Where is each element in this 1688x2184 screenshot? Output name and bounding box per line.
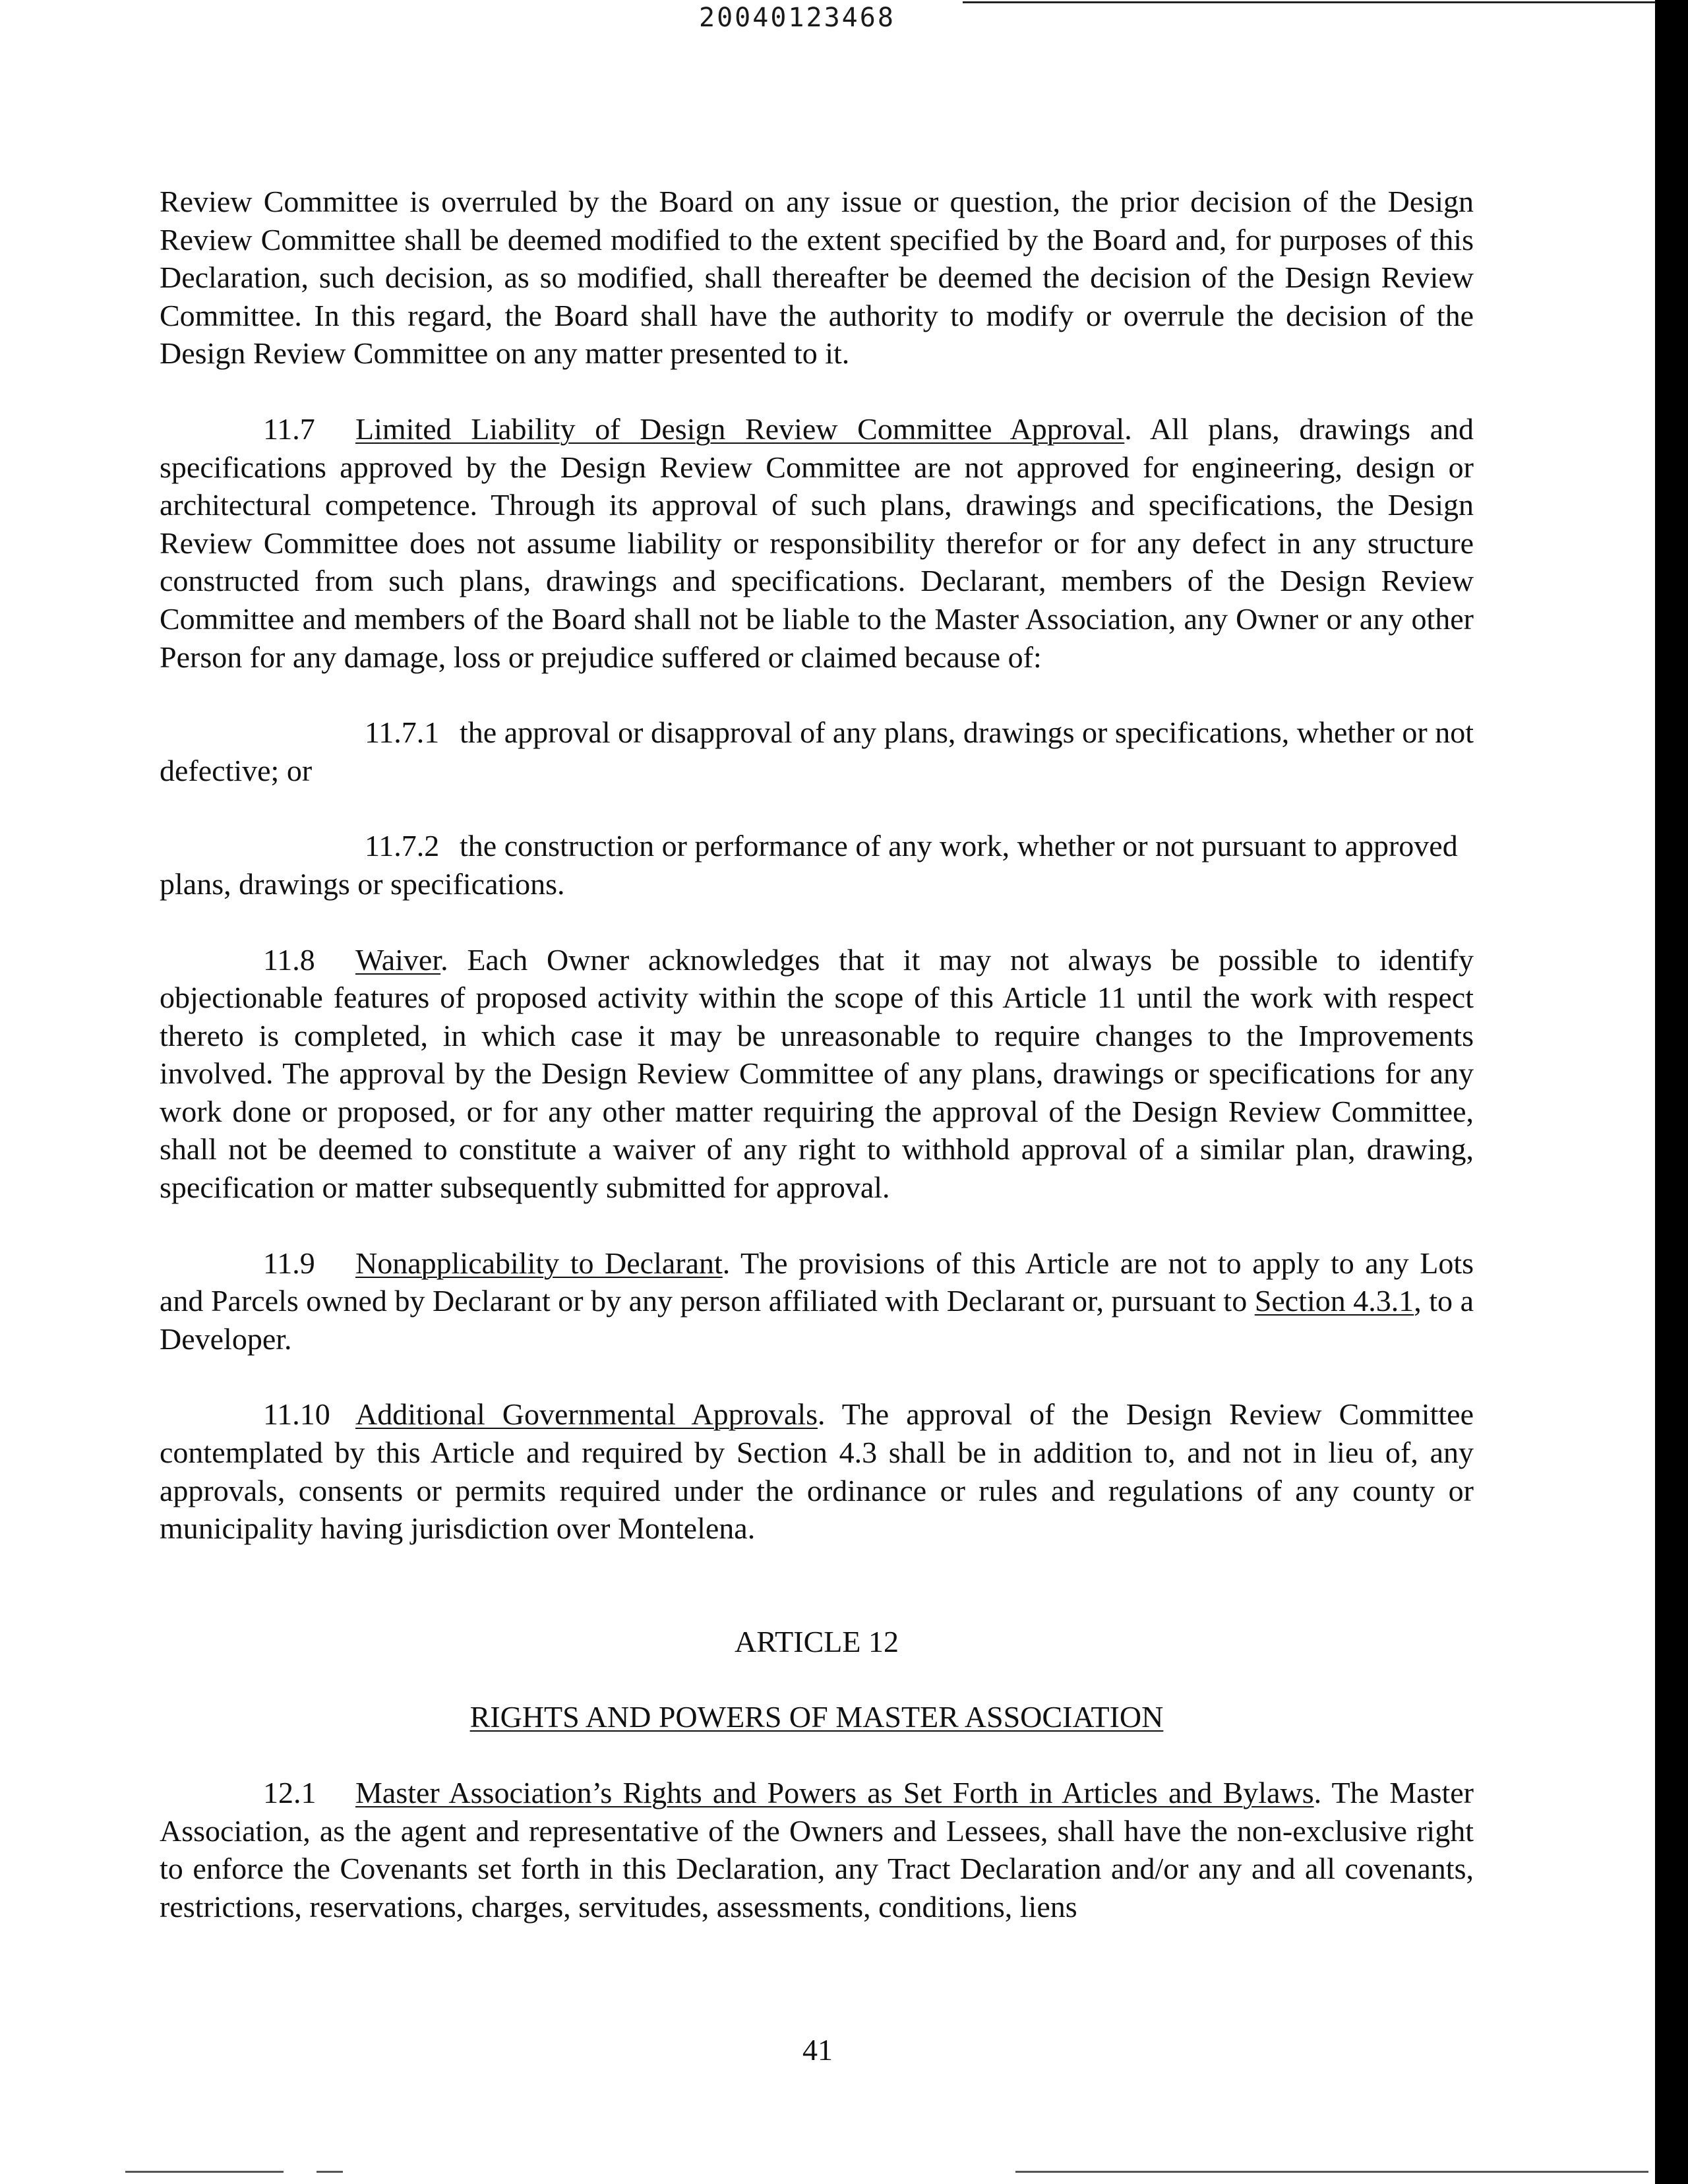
section-body: . Each Owner acknowledges that it may not always be possible to identify objectionable features of proposed activity within the scope of this Article 11 until the work with respect thereto is completed, in which case it may be unreasonable to require changes to the Improvements involved. The approval by the Design Review Committee of any plans, drawings or specifications for any work done or proposed, or for any other matter requiring the approval of the Design Review Committee, shall not be deemed to constitute a waiver of any right to withhold approval of a similar plan, drawing, specification or matter subsequently submitted for approval. (160, 942, 1474, 1205)
top-rule (963, 1, 1655, 3)
article-subtitle-text: RIGHTS AND POWERS OF MASTER ASSOCIATION (469, 1700, 1164, 1734)
section-11-10 (160, 1395, 1474, 1547)
section-body-end: , to a Developer. (160, 1284, 1474, 1356)
section-number: 11.7.1 (365, 715, 440, 750)
scan-edge-bar (1655, 0, 1688, 2184)
section-body: . The Master Association, as the agent and representative of the Owners and Lessees, shall have the non-exclusive right to enforce the Covenants set forth in this Declaration, any Tract Declaration and/or any and all covenants, restrictions, reservations, charges, servitudes, assessments, conditions, liens (160, 1776, 1474, 1924)
section-body: . All plans, drawings and specifications approved by the Design Review Committee are not approved for engineering, design or architectural competence. Through its approval of such plans, drawings and specifications, the Design Review Committee does not assume liability or responsibility therefor or for any defect in any structure constructed from such plans, drawings and specifications. Declarant, members of the Design Review Committee and members of the Board shall not be liable to the Master Association, any Owner or any other Person for any damage, loss or prejudice suffered or claimed because of: (160, 411, 1474, 674)
scan-artifact-left (125, 2171, 284, 2173)
section-heading: Additional Governmental Approvals (355, 1397, 818, 1432)
section-11-9 (160, 1244, 1474, 1358)
scan-artifact-right (1015, 2171, 1648, 2173)
paragraph-text: Review Committee is overruled by the Board on any issue or question, the prior decision of the Design Review Committee shall be deemed modified to the extent specified by the Board and, for purposes of this Declaration, such decision, as so modified, shall thereafter be deemed the decision of the Design Review Committee. In this regard, the Board shall have the authority to modify or overrule the decision of the Design Review Committee on any matter presented to it. (160, 185, 1474, 371)
section-12-1 (160, 1774, 1474, 1926)
section-heading: Master Association’s Rights and Powers as Set Forth in Articles and Bylaws (355, 1776, 1314, 1809)
section-heading: Nonapplicability to Declarant (355, 1246, 723, 1280)
page-body (160, 183, 1478, 1926)
scan-artifact-left-small (316, 2171, 343, 2173)
section-number: 11.7 (263, 411, 315, 446)
section-body: . The approval of the Design Review Committee contemplated by this Article and required by Section 4.3 shall be in addition to, and not in lieu of, any approvals, consents or permits required under the ordinance or rules and regulations of any county or municipality having jurisdiction over Montelena. (160, 1397, 1474, 1546)
section-11-7 (160, 410, 1474, 676)
section-number: 11.7.2 (365, 829, 440, 863)
section-11-7-1 (160, 713, 1474, 789)
section-number: 12.1 (263, 1776, 316, 1809)
section-body: the construction or performance of any work, whether or not pursuant to approved plans, drawings or specifications. (160, 829, 1458, 901)
section-11-7-2 (160, 827, 1474, 903)
article-subtitle (160, 1698, 1474, 1736)
section-number: 11.9 (263, 1246, 315, 1280)
section-body: the approval or disapproval of any plans, drawings or specifications, whether or not defective; or (160, 715, 1474, 787)
section-number: 11.10 (263, 1397, 330, 1432)
article-title: ARTICLE 12 (735, 1624, 899, 1658)
document-number: 20040123468 (699, 3, 895, 33)
section-number: 11.8 (263, 942, 315, 977)
section-reference-link[interactable]: Section 4.3.1 (1254, 1284, 1414, 1318)
section-heading: Waiver (355, 942, 441, 977)
section-heading: Limited Liability of Design Review Committee Approval (355, 411, 1125, 446)
section-11-8 (160, 941, 1474, 1207)
page-number: 41 (802, 2033, 833, 2067)
paragraph-intro (160, 183, 1474, 373)
section-body: . The provisions of this Article are not to apply to any Lots and Parcels owned by Declarant or by any person affiliated with Declarant or, pursuant to (160, 1246, 1474, 1318)
